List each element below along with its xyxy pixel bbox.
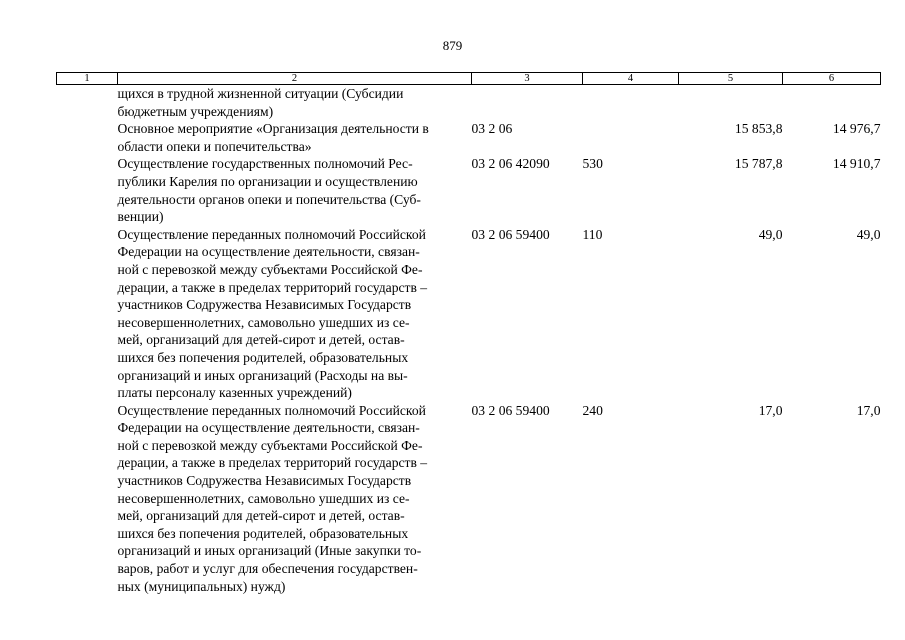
budget-table [56, 72, 881, 595]
col-header-1: 1 [57, 73, 118, 85]
expense-name-line: варов, работ и услуг для обеспечения государствен- [117, 561, 418, 577]
expense-name-line: шихся без попечения родителей, образовательных [117, 525, 409, 541]
expense-name-line: Основное мероприятие «Организация деятельности в [117, 121, 429, 137]
expense-type-cell [583, 85, 679, 121]
expense-name-line: бюджетным учреждениям) [117, 103, 274, 119]
expense-name-line: Федерации на осуществление деятельности, связан- [117, 420, 420, 436]
expense-name-line: Осуществление переданных полномочий Российской [117, 226, 426, 242]
amount-col6-cell: 14 910,7 [832, 156, 881, 172]
expense-name-cell [118, 85, 472, 121]
expense-name-cell [118, 155, 472, 225]
expense-name-line: мей, организаций для детей-сирот и детей, остав- [117, 508, 405, 524]
budget-code-cell: 03 2 06 59400 [471, 226, 550, 242]
row-number-cell [57, 226, 118, 402]
expense-type-cell: 240 [582, 402, 603, 418]
expense-name-line: мей, организаций для детей-сирот и детей, остав- [117, 332, 405, 348]
budget-code-cell: 03 2 06 [471, 121, 513, 137]
amount-col5-cell: 15 853,8 [734, 121, 783, 137]
amount-col6-cell: 17,0 [856, 402, 881, 418]
table-body [57, 85, 881, 596]
amount-col5-cell: 17,0 [758, 402, 783, 418]
amount-col6-cell: 49,0 [856, 226, 881, 242]
expense-name-line: венции) [117, 209, 164, 225]
amount-col6-cell: 14 976,7 [832, 121, 881, 137]
expense-name-cell [118, 120, 472, 155]
col-header-4: 4 [583, 73, 679, 85]
amount-col5-cell: 49,0 [758, 226, 783, 242]
amount-col6-cell [783, 85, 881, 121]
expense-name-line: публики Карелия по организации и осуществлению [117, 173, 418, 189]
page-number: 879 [442, 38, 463, 53]
expense-name-line: Осуществление государственных полномочий Рес- [117, 156, 413, 172]
budget-code-cell [472, 85, 583, 121]
row-number-cell [57, 402, 118, 596]
col-header-2: 2 [118, 73, 472, 85]
row-number-cell [57, 85, 118, 121]
expense-name-line: деятельности органов опеки и попечительства (Суб- [117, 191, 421, 207]
expense-name-line: платы персоналу казенных учреждений) [117, 385, 352, 401]
expense-name-line: шихся без попечения родителей, образовательных [117, 349, 409, 365]
expense-name-line: дерации, а также в пределах территорий государств – [117, 279, 428, 295]
table-row [57, 226, 881, 402]
col-header-6: 6 [783, 73, 881, 85]
amount-col5-cell: 15 787,8 [734, 156, 783, 172]
table-row [57, 402, 881, 596]
expense-type-cell: 530 [582, 156, 603, 172]
expense-name-line: Федерации на осуществление деятельности, связан- [117, 244, 420, 260]
expense-name-line: организаций и иных организаций (Расходы на вы- [117, 367, 408, 383]
expense-name-cell [118, 402, 472, 596]
expense-name-line: ной с перевозкой между субъектами Российской Фе- [117, 437, 423, 453]
expense-name-line: ной с перевозкой между субъектами Российской Фе- [117, 261, 423, 277]
expense-name-line: Осуществление переданных полномочий Российской [117, 402, 426, 418]
expense-type-cell [583, 120, 679, 155]
expense-name-line: участников Содружества Независимых Государств [117, 473, 412, 489]
expense-name-line: ных (муниципальных) нужд) [117, 578, 286, 594]
expense-name-line: несовершеннолетних, самовольно ушедших из се- [117, 314, 410, 330]
expense-name-line: области опеки и попечительства» [117, 138, 312, 154]
column-number-header [57, 73, 881, 85]
col-header-5: 5 [679, 73, 783, 85]
expense-name-cell [118, 226, 472, 402]
expense-type-cell: 110 [582, 226, 603, 242]
expense-name-line: дерации, а также в пределах территорий государств – [117, 455, 428, 471]
expense-name-line: несовершеннолетних, самовольно ушедших из се- [117, 490, 410, 506]
row-number-cell [57, 120, 118, 155]
expense-name-line: участников Содружества Независимых Государств [117, 297, 412, 313]
table-row [57, 120, 881, 155]
expense-name-line: организаций и иных организаций (Иные закупки то- [117, 543, 422, 559]
table-row [57, 155, 881, 225]
amount-col5-cell [679, 85, 783, 121]
budget-code-cell: 03 2 06 59400 [471, 402, 550, 418]
table-row [57, 85, 881, 121]
row-number-cell [57, 155, 118, 225]
expense-name-line: щихся в трудной жизненной ситуации (Субсидии [117, 86, 404, 101]
budget-code-cell: 03 2 06 42090 [471, 156, 550, 172]
col-header-3: 3 [472, 73, 583, 85]
